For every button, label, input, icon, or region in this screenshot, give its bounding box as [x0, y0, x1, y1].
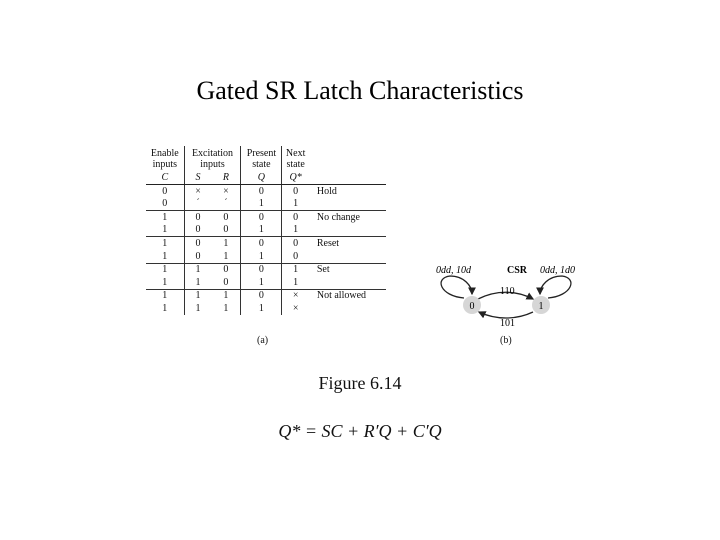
- diagram-caption: (b): [500, 335, 512, 346]
- cell-r: 1: [211, 302, 240, 315]
- cell-r: 1: [211, 237, 240, 250]
- cell-s: 0: [184, 250, 211, 263]
- loop-arrow-state0: [441, 276, 472, 298]
- cell-description: [309, 224, 386, 237]
- cell-description: Reset: [316, 237, 340, 249]
- table-row: [146, 289, 386, 302]
- cell-q: 1: [241, 250, 282, 263]
- table-row: [146, 250, 386, 263]
- cell-q: 1: [241, 198, 282, 211]
- slide-title: Gated SR Latch Characteristics: [196, 76, 524, 105]
- table-row: [146, 276, 386, 289]
- loop-label-state0: 0dd, 10d: [436, 265, 471, 276]
- cell-r: 0: [211, 211, 240, 224]
- cell-q: 0: [241, 289, 282, 302]
- cell-qnext: ×: [292, 290, 299, 302]
- loop-label-state1: 0dd, 1d0: [540, 265, 575, 276]
- cell-q: 0: [241, 263, 282, 276]
- cell-c: 1: [146, 302, 184, 315]
- cell-r: 1: [211, 250, 240, 263]
- table-row: [146, 263, 386, 276]
- cell-c: 1: [146, 224, 184, 237]
- cell-qnext: 1: [282, 198, 309, 211]
- cell-description: [309, 250, 386, 263]
- edge-label-110: 110: [500, 286, 515, 297]
- cell-r: 0: [211, 224, 240, 237]
- cell-c: 1: [146, 263, 184, 276]
- cell-r: ×: [211, 185, 240, 198]
- table-row: [146, 302, 386, 315]
- cell-s: ´: [184, 198, 211, 211]
- figure-label: Figure 6.14: [318, 373, 402, 393]
- cell-q: 0: [241, 237, 282, 250]
- cell-s: 0: [195, 211, 201, 223]
- cell-description: [309, 276, 386, 289]
- cell-qnext: 1: [282, 276, 309, 289]
- header-description-spacer: [309, 146, 386, 170]
- state-diagram: [420, 252, 590, 332]
- cell-q: 1: [241, 224, 282, 237]
- cell-c: 1: [146, 276, 184, 289]
- state-1-label: 1: [538, 301, 544, 312]
- table-row: [146, 237, 386, 250]
- cell-description: No change: [316, 211, 360, 223]
- cell-c: 0: [146, 198, 184, 211]
- cell-qnext: 1: [293, 264, 299, 276]
- cell-c: 1: [146, 211, 184, 224]
- table-body: [146, 185, 386, 315]
- loop-arrow-state1: [540, 276, 571, 298]
- cell-s: ×: [195, 185, 201, 197]
- cell-s: 0: [184, 224, 211, 237]
- characteristic-equation: Q* = SC + R′Q + C′Q: [278, 421, 442, 441]
- cell-description: Not allowed: [316, 290, 367, 302]
- state-0-label: 0: [469, 301, 475, 312]
- header-var-s: S: [184, 170, 211, 185]
- cell-qnext: 0: [282, 250, 309, 263]
- cell-q: 1: [241, 302, 282, 315]
- header-var-r: R: [211, 170, 240, 185]
- header-var-spacer: [309, 170, 386, 185]
- header-var-qnext: Q*: [282, 170, 309, 185]
- header-var-c: C: [146, 170, 184, 185]
- table-row: [146, 224, 386, 237]
- cell-description: [309, 302, 386, 315]
- cell-q: 0: [241, 211, 282, 224]
- header-enable-inputs: Enable inputs: [146, 146, 184, 170]
- cell-qnext: 1: [282, 224, 309, 237]
- header-excitation-inputs: Excitation inputs: [184, 146, 241, 170]
- cell-r: 0: [211, 263, 240, 276]
- cell-qnext: 0: [293, 211, 299, 223]
- edge-label-101: 101: [500, 318, 515, 329]
- cell-c: 1: [146, 289, 184, 302]
- cell-s: 1: [195, 264, 201, 276]
- table-row: [146, 211, 386, 224]
- cell-description: Set: [316, 264, 330, 276]
- cell-r: 1: [211, 289, 240, 302]
- cell-r: ´: [211, 198, 240, 211]
- characteristic-table: [146, 146, 386, 315]
- cell-s: 0: [195, 237, 201, 249]
- header-next-state: Next state: [285, 148, 306, 170]
- table-row: [146, 185, 386, 198]
- header-var-q: Q: [241, 170, 282, 185]
- cell-r: 0: [211, 276, 240, 289]
- cell-s: 1: [195, 302, 201, 314]
- cell-qnext: 0: [293, 237, 299, 249]
- cell-description: Hold: [316, 185, 337, 197]
- header-present-state: Present state: [241, 146, 282, 170]
- cell-c: 1: [146, 250, 184, 263]
- cell-description: [309, 198, 386, 211]
- cell-c: 0: [146, 185, 184, 198]
- cell-q: 0: [241, 185, 282, 198]
- cell-s: 1: [195, 290, 201, 302]
- table-row: [146, 198, 386, 211]
- diagram-header: CSR: [507, 265, 528, 276]
- cell-c: 1: [146, 237, 184, 250]
- table-caption: (a): [257, 335, 269, 346]
- cell-qnext: 0: [293, 185, 299, 197]
- cell-qnext: ×: [292, 302, 299, 314]
- cell-q: 1: [241, 276, 282, 289]
- cell-s: 1: [184, 276, 211, 289]
